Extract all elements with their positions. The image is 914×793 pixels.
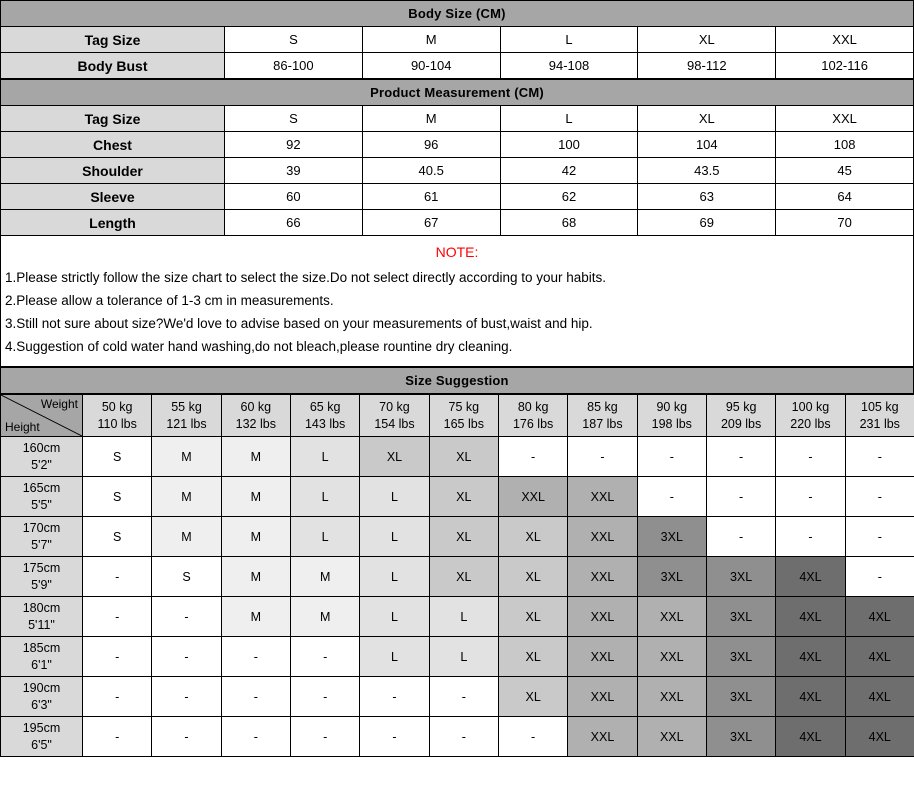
body-size-tag-m: M [362,27,500,53]
pm-sleeve-l: 62 [500,184,638,210]
height-cm: 185cm [22,641,61,656]
height-row-header [1,477,83,517]
size-suggestion-cell: - [706,477,775,517]
body-bust-xxl: 102-116 [776,53,914,79]
size-suggestion-cell: 4XL [845,637,914,677]
weight-column-header [290,395,359,437]
size-suggestion-cell: M [152,437,221,477]
size-suggestion-cell: M [221,597,290,637]
height-row-header [1,717,83,757]
height-ft: 6'3" [31,697,52,712]
weight-kg: 85 kg [587,399,618,414]
table-row [1,717,914,757]
size-suggestion-cell: M [221,437,290,477]
size-suggestion-cell: - [568,437,637,477]
size-suggestion-cell: XL [498,517,567,557]
weight-lbs: 143 lbs [304,416,346,431]
size-suggestion-cell: - [83,717,152,757]
pm-tag-xxl: XXL [776,106,914,132]
height-cm: 195cm [22,721,61,736]
weight-column-header [429,395,498,437]
size-suggestion-cell: - [152,717,221,757]
size-suggestion-cell: XL [498,557,567,597]
size-suggestion-cell: XL [498,597,567,637]
weight-lbs: 132 lbs [235,416,276,431]
pm-chest-m: 96 [362,132,500,158]
size-suggestion-cell: 3XL [637,517,706,557]
size-suggestion-cell: - [83,677,152,717]
size-suggestion-cell: - [845,477,914,517]
pm-shoulder-xxl: 45 [776,158,914,184]
notes-title: NOTE: [435,244,479,260]
size-suggestion-cell: M [290,557,359,597]
body-size-banner-row [1,1,914,27]
product-measurement-title: Product Measurement (CM) [1,80,914,106]
size-suggestion-cell: XXL [568,477,637,517]
weight-lbs: 198 lbs [651,416,692,431]
weight-column-header [498,395,567,437]
size-suggestion-cell: XL [429,437,498,477]
size-suggestion-cell: - [845,517,914,557]
product-measurement-banner-row [1,80,914,106]
size-suggestion-cell: L [360,517,429,557]
weight-lbs: 187 lbs [582,416,623,431]
size-suggestion-cell: 4XL [845,597,914,637]
size-suggestion-cell: XXL [568,557,637,597]
size-suggestion-cell: - [221,637,290,677]
size-suggestion-cell: S [152,557,221,597]
table-row [1,184,914,210]
weight-kg: 80 kg [517,399,549,414]
height-row-header [1,597,83,637]
body-bust-m: 90-104 [362,53,500,79]
axis-corner-cell [1,395,83,437]
height-cm: 170cm [22,521,61,536]
size-suggestion-cell: - [221,717,290,757]
size-suggestion-cell: L [360,557,429,597]
pm-sleeve-xl: 63 [638,184,776,210]
table-row [1,437,914,477]
size-suggestion-cell: XXL [637,597,706,637]
body-bust-l: 94-108 [500,53,638,79]
weight-kg: 60 kg [240,399,272,414]
height-ft: 5'11" [28,617,55,632]
size-suggestion-cell: M [221,477,290,517]
height-cm: 165cm [22,481,61,496]
height-cm: 160cm [22,441,61,456]
weight-kg: 50 kg [101,399,133,414]
pm-length-s: 66 [225,210,363,236]
size-suggestion-cell: 3XL [706,557,775,597]
height-cm: 190cm [22,681,61,696]
weight-lbs: 121 lbs [166,416,207,431]
height-row-header [1,637,83,677]
notes-block [0,236,914,367]
size-suggestion-cell: XXL [568,677,637,717]
size-suggestion-cell: M [290,597,359,637]
height-row-header [1,677,83,717]
height-row-header [1,517,83,557]
weight-lbs: 110 lbs [97,416,137,431]
size-suggestion-cell: - [845,437,914,477]
weight-lbs: 154 lbs [374,416,415,431]
weight-kg: 65 kg [309,399,341,414]
size-suggestion-cell: - [360,677,429,717]
size-suggestion-cell: 3XL [637,557,706,597]
weight-kg: 75 kg [448,399,480,414]
size-suggestion-cell: XXL [568,637,637,677]
size-suggestion-cell: M [221,557,290,597]
note-line-1: 1.Please strictly follow the size chart to select the size.Do not select directly according to your habits. [5,270,607,285]
height-row-header [1,557,83,597]
size-suggestion-cell: L [360,637,429,677]
size-suggestion-cell: - [429,677,498,717]
size-suggestion-cell: - [83,597,152,637]
pm-length-xl: 69 [638,210,776,236]
weight-lbs: 176 lbs [512,416,554,431]
pm-length-label: Length [1,210,225,236]
size-suggestion-cell: S [83,517,152,557]
size-suggestion-cell: 4XL [776,717,845,757]
table-row [1,158,914,184]
size-suggestion-cell: - [498,437,567,477]
weight-kg: 95 kg [725,399,757,414]
weight-column-header [568,395,637,437]
pm-tag-size-label: Tag Size [1,106,225,132]
height-ft: 5'2" [31,457,52,472]
size-suggestion-cell: 4XL [776,637,845,677]
size-suggestion-cell: XL [429,517,498,557]
size-suggestion-cell: L [429,637,498,677]
weight-kg: 100 kg [791,399,830,414]
size-suggestion-cell: XL [429,557,498,597]
size-suggestion-cell: - [776,437,845,477]
size-suggestion-cell: 3XL [706,717,775,757]
size-suggestion-cell: - [637,437,706,477]
size-suggestion-cell: 3XL [706,637,775,677]
pm-shoulder-m: 40.5 [362,158,500,184]
size-suggestion-cell: - [776,517,845,557]
pm-length-l: 68 [500,210,638,236]
size-suggestion-cell: L [429,597,498,637]
pm-shoulder-xl: 43.5 [638,158,776,184]
size-suggestion-cell: S [83,477,152,517]
table-row [1,477,914,517]
pm-chest-xl: 104 [638,132,776,158]
body-size-title: Body Size (CM) [1,1,914,27]
size-suggestion-cell: L [360,597,429,637]
body-bust-s: 86-100 [225,53,363,79]
body-size-table [0,0,914,79]
note-line-2: 2.Please allow a tolerance of 1-3 cm in measurements. [5,293,334,308]
table-row [1,132,914,158]
body-bust-xl: 98-112 [638,53,776,79]
pm-tag-xl: XL [638,106,776,132]
size-suggestion-cell: - [429,717,498,757]
size-suggestion-cell: XXL [637,637,706,677]
height-axis-label: Height [5,420,40,434]
size-suggestion-cell: - [152,637,221,677]
weight-kg: 105 kg [861,399,899,414]
size-suggestion-cell: - [83,557,152,597]
weight-column-header [83,395,152,437]
size-suggestion-cell: XL [429,477,498,517]
weight-column-header [360,395,429,437]
weight-lbs: 165 lbs [443,416,484,431]
table-row [1,637,914,677]
table-row [1,597,914,637]
size-suggestion-cell: XXL [568,597,637,637]
height-ft: 5'7" [31,537,52,552]
weight-column-header [221,395,290,437]
height-ft: 6'1" [31,657,52,672]
pm-shoulder-l: 42 [500,158,638,184]
size-suggestion-cell: XL [360,437,429,477]
size-suggestion-banner-table [0,367,914,394]
body-size-tag-l: L [500,27,638,53]
size-suggestion-cell: 4XL [845,717,914,757]
size-suggestion-cell: M [152,477,221,517]
table-row [1,53,914,79]
height-ft: 6'5" [31,737,52,752]
size-suggestion-cell: XL [498,637,567,677]
table-row [1,677,914,717]
size-suggestion-cell: 4XL [776,597,845,637]
weight-column-header [152,395,221,437]
size-suggestion-cell: M [221,517,290,557]
pm-chest-label: Chest [1,132,225,158]
size-suggestion-cell: - [290,677,359,717]
size-suggestion-cell: - [290,637,359,677]
size-suggestion-cell: - [776,477,845,517]
table-row [1,517,914,557]
pm-tag-s: S [225,106,363,132]
size-suggestion-cell: - [845,557,914,597]
pm-sleeve-label: Sleeve [1,184,225,210]
weight-kg: 70 kg [379,399,410,414]
size-suggestion-cell: - [706,437,775,477]
size-suggestion-header-row [1,395,914,437]
table-row [1,557,914,597]
size-suggestion-cell: - [498,717,567,757]
size-suggestion-cell: - [83,637,152,677]
weight-lbs: 220 lbs [790,416,831,431]
pm-chest-l: 100 [500,132,638,158]
pm-tag-l: L [500,106,638,132]
body-size-tag-size-label: Tag Size [1,27,225,53]
weight-column-header [776,395,845,437]
size-suggestion-cell: XXL [568,717,637,757]
weight-lbs: 231 lbs [859,416,900,431]
note-line-3: 3.Still not sure about size?We'd love to advise based on your measurements of bust,waist and hip. [5,316,593,331]
pm-tag-m: M [362,106,500,132]
table-row [1,106,914,132]
size-suggestion-cell: L [290,477,359,517]
weight-column-header [637,395,706,437]
size-suggestion-cell: 4XL [776,677,845,717]
note-line-4: 4.Suggestion of cold water hand washing,do not bleach,please rountine dry cleaning. [5,339,513,354]
pm-shoulder-label: Shoulder [1,158,225,184]
pm-chest-s: 92 [225,132,363,158]
height-ft: 5'5" [31,497,52,512]
height-cm: 180cm [22,601,61,616]
size-suggestion-cell: - [221,677,290,717]
pm-shoulder-s: 39 [225,158,363,184]
pm-sleeve-xxl: 64 [776,184,914,210]
pm-sleeve-m: 61 [362,184,500,210]
height-ft: 5'9" [31,577,52,592]
size-suggestion-cell: - [152,677,221,717]
weight-lbs: 209 lbs [720,416,762,431]
size-suggestion-cell: 3XL [706,677,775,717]
size-suggestion-title: Size Suggestion [1,368,914,394]
size-suggestion-cell: 4XL [845,677,914,717]
size-suggestion-banner-row [1,368,914,394]
weight-column-header [845,395,914,437]
size-suggestion-cell: M [152,517,221,557]
table-row [1,27,914,53]
size-suggestion-cell: L [360,477,429,517]
pm-chest-xxl: 108 [776,132,914,158]
size-suggestion-cell: - [290,717,359,757]
pm-length-xxl: 70 [776,210,914,236]
size-suggestion-cell: L [290,517,359,557]
size-suggestion-cell: - [637,477,706,517]
size-suggestion-cell: XL [498,677,567,717]
size-suggestion-cell: XXL [637,677,706,717]
size-suggestion-grid [0,394,914,757]
size-suggestion-cell: S [83,437,152,477]
size-suggestion-cell: - [360,717,429,757]
product-measurement-table [0,79,914,236]
size-suggestion-cell: XXL [568,517,637,557]
weight-kg: 90 kg [656,399,688,414]
size-suggestion-cell: XXL [637,717,706,757]
height-cm: 175cm [22,561,61,576]
size-suggestion-cell: - [152,597,221,637]
size-suggestion-cell: - [706,517,775,557]
height-row-header [1,437,83,477]
body-bust-label: Body Bust [1,53,225,79]
size-suggestion-cell: L [290,437,359,477]
size-suggestion-cell: 3XL [706,597,775,637]
table-row [1,210,914,236]
body-size-tag-s: S [225,27,363,53]
size-suggestion-cell: 4XL [776,557,845,597]
weight-column-header [706,395,775,437]
body-size-tag-xxl: XXL [776,27,914,53]
pm-length-m: 67 [362,210,500,236]
pm-sleeve-s: 60 [225,184,363,210]
size-suggestion-cell: XXL [498,477,567,517]
body-size-tag-xl: XL [638,27,776,53]
weight-kg: 55 kg [171,399,202,414]
weight-axis-label: Weight [40,397,78,411]
